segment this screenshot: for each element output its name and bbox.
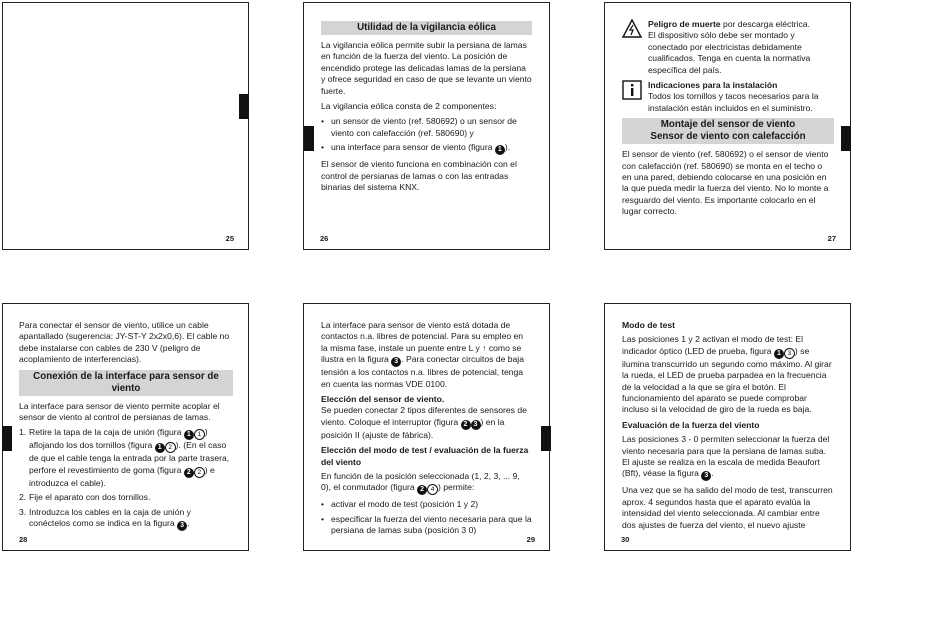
figure-subref: 2 xyxy=(194,467,205,478)
arrow-symbol: ↑ xyxy=(482,342,487,353)
heading-line: Sensor de viento con calefacción xyxy=(650,131,806,143)
figure-subref: 2 xyxy=(165,442,176,453)
text: Las posiciones 3 - 0 permiten seleccionar la fuerza del viento necesaria para que la persiana de lamas suba. El ajuste se realiza en la escala de medida Beaufort (Bft), véase la figura xyxy=(622,434,830,479)
text: ) en la posición II (ajuste de fábrica). xyxy=(321,416,505,440)
text: Las posiciones 1 y 2 activan el modo de test: El indicador óptico (LED de prueba, figura xyxy=(622,334,804,356)
figure-ref: 2 xyxy=(184,468,194,478)
subheading: Modo de test xyxy=(622,320,675,330)
text: ) permite: xyxy=(438,482,475,493)
page-27 xyxy=(604,2,851,250)
paragraph: Una vez que se ha salido del modo de test, transcurren aprox. 4 segundos hasta que el aparato evalúa la intensidad del viento seleccionada. Al cambiar entre dos ajustes de fuerza del viento, el nuevo ajuste xyxy=(622,485,833,530)
page-30 xyxy=(604,303,851,551)
section-heading: Conexión de la interface para sensor de viento xyxy=(19,370,233,396)
danger-body: El dispositivo sólo debe ser montado y conectado por electricistas debidamente cualificados. Tenga en cuenta la normativa específica del país. xyxy=(648,30,811,75)
list-item: • un sensor de viento (ref. 580692) o un sensor de viento con calefacción (ref. 580690) y xyxy=(321,116,532,139)
figure-subref: 3 xyxy=(784,348,795,359)
paragraph: La vigilancia eólica consta de 2 componentes: xyxy=(321,101,497,112)
list-item: • activar el modo de test (posición 1 y 2) xyxy=(321,499,532,510)
figure-ref: 1 xyxy=(155,443,165,453)
list-item xyxy=(321,142,532,155)
page-26 xyxy=(303,2,550,250)
text: ). (En el caso de que el cable tenga la entrada por la parte trasera, perfore el revestimiento de goma (figura xyxy=(29,440,230,475)
subheading: Elección del sensor de viento. xyxy=(321,394,445,405)
figure-ref: 3 xyxy=(391,357,401,367)
figure-subref: 1 xyxy=(194,429,205,440)
danger-title: Peligro de muerte xyxy=(648,19,721,29)
page-number: 27 xyxy=(827,234,836,243)
subheading: Evaluación de la fuerza del viento xyxy=(622,419,760,430)
text: ). xyxy=(504,142,511,153)
text: Retire la tapa de la caja de unión (figura xyxy=(29,427,184,438)
text: ) e introduzca el cable). xyxy=(29,464,215,488)
heading-line: Montaje del sensor de viento xyxy=(660,119,796,131)
page-28 xyxy=(2,303,249,551)
text: una interface para sensor de viento (figura xyxy=(331,142,495,153)
figure-ref: 2 xyxy=(461,420,471,430)
list-item: • especificar la fuerza del viento necesaria para que la persiana de lamas suba (posición 3 0) xyxy=(321,514,532,537)
figure-ref: 1 xyxy=(184,430,194,440)
list-item xyxy=(19,492,233,503)
thumb-tab xyxy=(304,126,314,151)
step-number: 1. xyxy=(19,427,27,438)
thumb-tab xyxy=(541,426,551,451)
list-item xyxy=(19,427,233,489)
list-item xyxy=(19,507,233,531)
page-number: 30 xyxy=(621,535,630,544)
figure-ref: 3 xyxy=(701,471,711,481)
bullet-list xyxy=(321,499,532,536)
text: . xyxy=(187,518,190,529)
text: ) se ilumina transcurrido un segundo como máximo. Al girar la rueda, el LED de prueba parpadea en la frecuencia de la velocidad a la que se gira el botón. El funcionamiento del aparato se puede comprobar incluso si la velocidad de giro de la rueda es baja. xyxy=(622,345,832,415)
paragraph xyxy=(622,334,834,415)
text: ) aflojando los dos tornillos (figura xyxy=(29,427,208,451)
figure-ref: 1 xyxy=(774,349,784,359)
step-number: 3. xyxy=(19,506,27,517)
text: En función de la posición seleccionada (1, 2, 3, ... 9, 0), el conmutador (figura xyxy=(321,471,520,493)
paragraph xyxy=(321,471,532,495)
text: La interface para sensor de viento está dotada de contactos n.a. libres de potencial. Para su empleo en la misma fase, instale un puente entre L y xyxy=(321,320,524,353)
thumb-tab xyxy=(841,126,851,151)
page-number: 25 xyxy=(225,234,234,243)
paragraph: La interface para sensor de viento permite acoplar el sensor de viento al control de persianas de lamas. xyxy=(19,400,220,423)
figure-ref: 3 xyxy=(471,420,481,430)
text: Introduzca los cables en la caja de unión y conéctelos como se indica en la figura xyxy=(29,506,191,529)
text: como se ilustra en la figura xyxy=(321,342,522,365)
paragraph: El sensor de viento funciona en combinación con el control de persianas de lamas o con las entradas binarias del sistema KNX. xyxy=(321,159,517,193)
paragraph xyxy=(321,405,532,441)
page-29 xyxy=(303,303,550,551)
danger-notice xyxy=(622,19,834,76)
steps-list xyxy=(19,427,233,531)
text: . Para conectar circuitos de baja tensión a los contactos n.a. libres de potencial, tenga en cuenta las normas VDE 0100. xyxy=(321,354,524,389)
info-notice xyxy=(622,80,834,114)
figure-ref: 3 xyxy=(177,521,187,531)
bullet-list xyxy=(321,116,532,155)
info-body: Todos los tornillos y tacos necesarios para la instalación están incluidos en el suministro. xyxy=(648,91,819,113)
text: por descarga eléctrica. xyxy=(720,19,810,29)
text: . xyxy=(711,468,714,479)
page-25 xyxy=(2,2,249,250)
paragraph xyxy=(321,320,532,390)
figure-subref: 4 xyxy=(427,484,438,495)
text: Fije el aparato con dos tornillos. xyxy=(29,492,151,503)
paragraph: El sensor de viento (ref. 580692) o el sensor de viento con calefacción (ref. 580690) se monta en el techo o en una pared, debiendo colocarse en una posición en la que pueda medir la fuerza del viento. No lo monte a resguardo del viento. Es importante colocarlo en el lugar correcto. xyxy=(622,149,829,217)
thumb-tab xyxy=(239,94,249,119)
step-number: 2. xyxy=(19,492,27,503)
warning-triangle-icon xyxy=(622,19,642,39)
page-number: 26 xyxy=(320,234,329,243)
thumb-tab xyxy=(2,426,12,451)
figure-ref: 1 xyxy=(495,145,505,155)
paragraph: Para conectar el sensor de viento, utilice un cable apantallado (sugerencia: JY-ST-Y 2x2x0,6). El cable no debe instalarse con cables de 230 V (peligro de acoplamiento de interferencias). xyxy=(19,320,230,365)
page-number: 28 xyxy=(19,535,28,544)
paragraph xyxy=(622,434,834,481)
subheading: Elección del modo de test / evaluación de la fuerza del viento xyxy=(321,445,529,467)
text: Se pueden conectar 2 tipos diferentes de sensores de viento. Coloque el interruptor (figura xyxy=(321,405,527,427)
section-heading xyxy=(622,118,834,144)
figure-ref: 2 xyxy=(417,485,427,495)
paragraph: La vigilancia eólica permite subir la persiana de lamas en función de la fuerza del viento. La posición de encendido protege las delicadas lamas de la persiana y ofrece seguridad en caso de que se levante un viento fuerte. xyxy=(321,40,532,96)
info-title: Indicaciones para la instalación xyxy=(648,80,778,91)
page-number: 29 xyxy=(526,535,535,544)
section-heading: Utilidad de la vigilancia eólica xyxy=(321,21,532,35)
info-icon xyxy=(622,80,642,100)
